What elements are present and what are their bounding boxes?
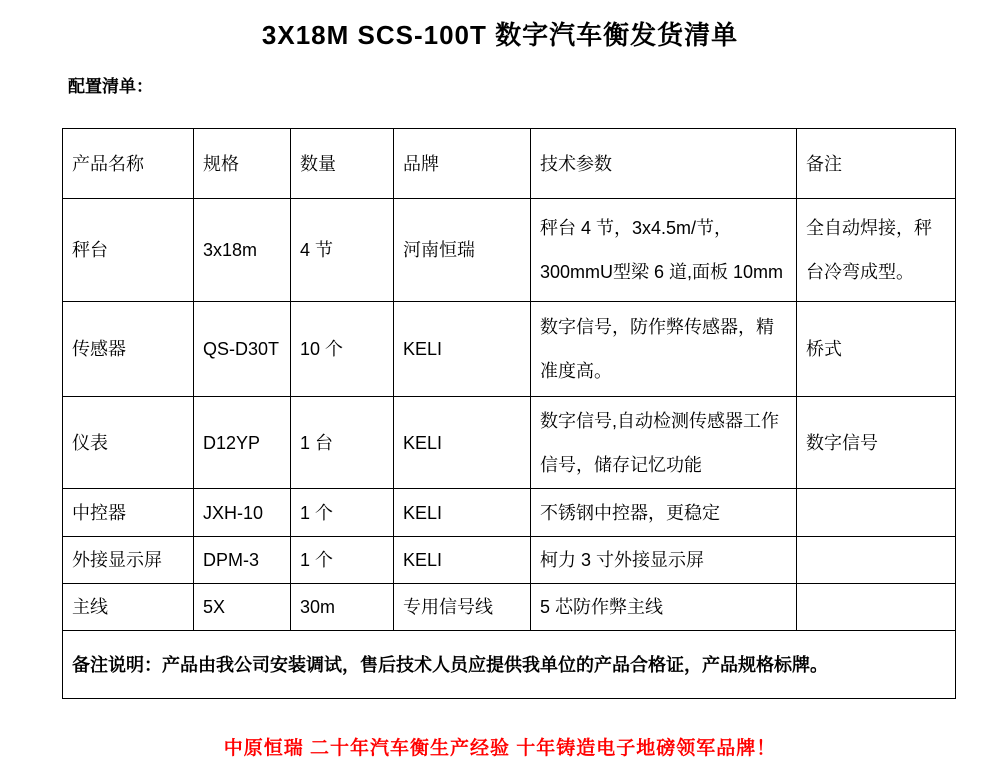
header-params: 技术参数 [531, 129, 797, 199]
cell-qty: 1 个 [291, 537, 394, 584]
table-row-sensor [63, 302, 956, 397]
table-header-row [63, 129, 956, 199]
cell-name: 主线 [63, 584, 194, 631]
cell-qty: 4 节 [291, 199, 394, 302]
table-row-junction-controller [63, 489, 956, 537]
cell-qty: 30m [291, 584, 394, 631]
footer-slogan: 中原恒瑞 二十年汽车衡生产经验 十年铸造电子地磅领军品牌！ [223, 738, 777, 759]
table-row-main-cable [63, 584, 956, 631]
header-qty: 数量 [291, 129, 394, 199]
cell-params: 数字信号,自动检测传感器工作信号，储存记忆功能 [531, 397, 797, 489]
cell-brand: KELI [394, 397, 531, 489]
cell-params: 柯力 3 寸外接显示屏 [531, 537, 797, 584]
table-row-external-display [63, 537, 956, 584]
header-brand: 品牌 [394, 129, 531, 199]
cell-qty: 1 台 [291, 397, 394, 489]
table-row-scale-platform [63, 199, 956, 302]
page-title: 3X18M SCS-100T 数字汽车衡发货清单 [261, 20, 739, 50]
cell-params: 不锈钢中控器，更稳定 [531, 489, 797, 537]
config-table [62, 128, 956, 699]
cell-remark [797, 489, 956, 537]
cell-remark: 全自动焊接，秤台冷弯成型。 [797, 199, 956, 302]
header-spec: 规格 [194, 129, 291, 199]
cell-name: 秤台 [63, 199, 194, 302]
cell-remark: 数字信号 [797, 397, 956, 489]
cell-qty: 1 个 [291, 489, 394, 537]
cell-spec: 5X [194, 584, 291, 631]
config-list-label: 配置清单： [68, 77, 153, 96]
cell-name: 外接显示屏 [63, 537, 194, 584]
cell-name: 传感器 [63, 302, 194, 397]
cell-brand: 河南恒瑞 [394, 199, 531, 302]
cell-spec: 3x18m [194, 199, 291, 302]
cell-remark [797, 537, 956, 584]
cell-params: 5 芯防作弊主线 [531, 584, 797, 631]
cell-brand: KELI [394, 302, 531, 397]
table-note-row [63, 631, 956, 699]
cell-spec: DPM-3 [194, 537, 291, 584]
cell-name: 中控器 [63, 489, 194, 537]
cell-brand: 专用信号线 [394, 584, 531, 631]
note-text: 备注说明：产品由我公司安装调试，售后技术人员应提供我单位的产品合格证，产品规格标牌。 [63, 631, 956, 699]
cell-name: 仪表 [63, 397, 194, 489]
table-row-indicator [63, 397, 956, 489]
cell-spec: D12YP [194, 397, 291, 489]
cell-brand: KELI [394, 537, 531, 584]
cell-brand: KELI [394, 489, 531, 537]
cell-params: 秤台 4 节，3x4.5m/节，300mmU型梁 6 道,面板 10mm [531, 199, 797, 302]
cell-qty: 10 个 [291, 302, 394, 397]
cell-remark [797, 584, 956, 631]
cell-spec: QS-D30T [194, 302, 291, 397]
header-remark: 备注 [797, 129, 956, 199]
cell-remark: 桥式 [797, 302, 956, 397]
header-product-name: 产品名称 [63, 129, 194, 199]
cell-params: 数字信号，防作弊传感器，精准度高。 [531, 302, 797, 397]
cell-spec: JXH-10 [194, 489, 291, 537]
